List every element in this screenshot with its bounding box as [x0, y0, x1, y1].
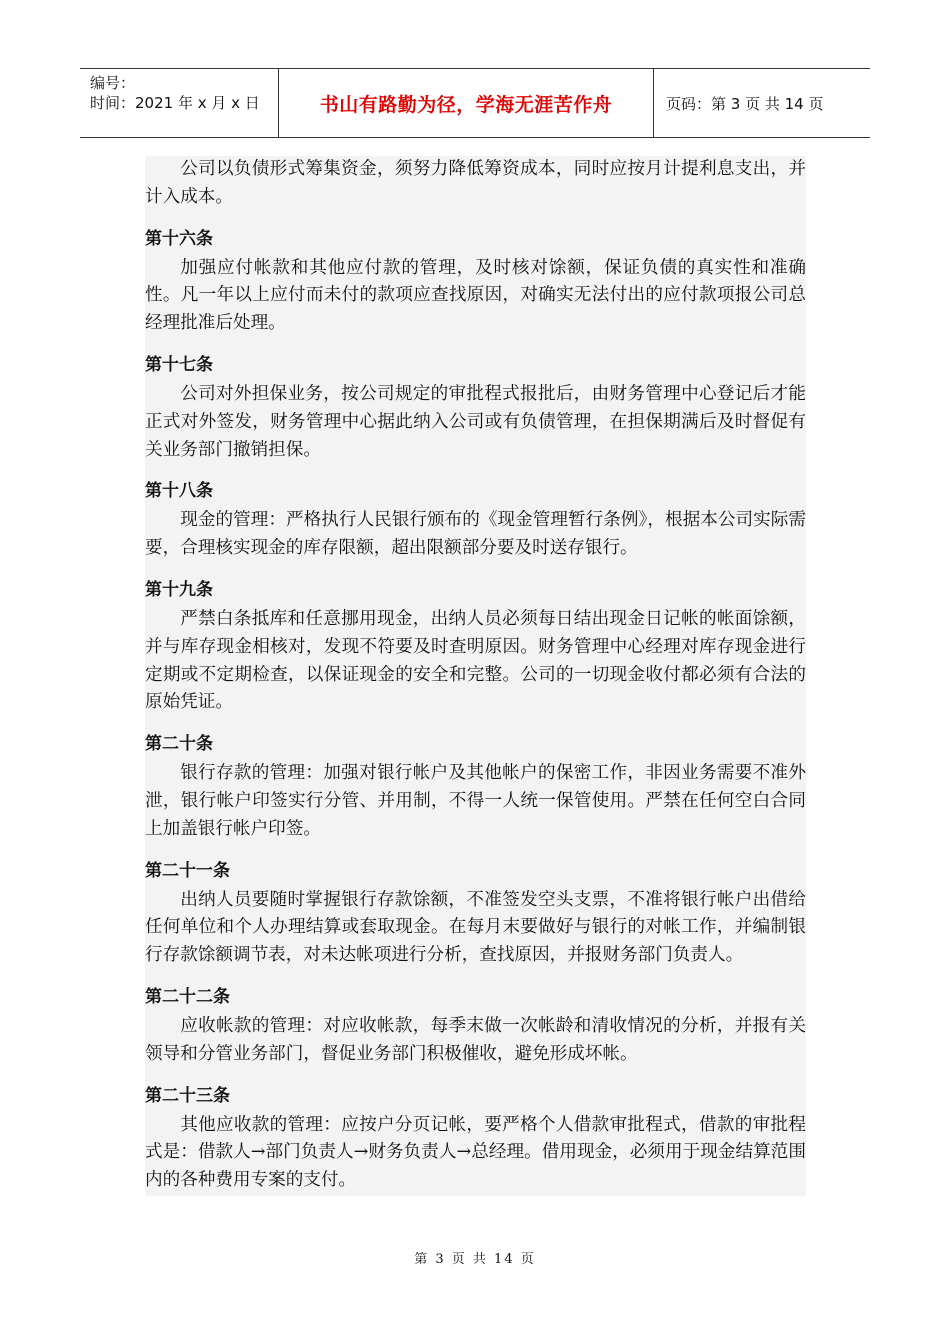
- article-text: 公司对外担保业务，按公司规定的审批程式报批后，由财务管理中心登记后才能正式对外签发，财务管理中心据此纳入公司或有负债管理，在担保期满后及时督促有关业务部门撤销担保。: [145, 383, 806, 460]
- document-date-label: 时间：2021 年 x 月 x 日: [90, 94, 260, 112]
- article-text: 出纳人员要随时掌握银行存款馀额，不准签发空头支票，不准将银行帐户出借给任何单位和个人办理结算或套取现金。在每月末要做好与银行的对帐工作，并编制银行存款馀额调节表，对未达帐项进行分析，查找原因，并报财务部门负责人。: [145, 889, 806, 966]
- document-body: [145, 156, 806, 1196]
- article-text: 其他应收款的管理：应按户分页记帐，要严格个人借款审批程式，借款的审批程式是：借款人→部门负责人→财务负责人→总经理。借用现金，必须用于现金结算范围内的各种费用专案的支付。: [145, 1114, 806, 1191]
- page-header: [80, 68, 870, 138]
- article-heading: 第二十一条: [145, 860, 230, 881]
- article-heading: 第十七条: [145, 354, 213, 375]
- article-text: 应收帐款的管理：对应收帐款，每季末做一次帐龄和清收情况的分析，并报有关领导和分管业务部门，督促业务部门积极催收，避免形成坏帐。: [145, 1015, 806, 1064]
- article-heading: 第二十三条: [145, 1085, 230, 1106]
- document-number-label: 编号：: [90, 74, 136, 92]
- header-motto-cell: [279, 69, 654, 137]
- header-page-cell: [654, 69, 870, 137]
- header-page-number: 页码：第 3 页 共 14 页: [666, 94, 824, 113]
- article-heading: 第十六条: [145, 228, 213, 249]
- article-text: 加强应付帐款和其他应付款的管理，及时核对馀额，保证负债的真实性和准确性。凡一年以上应付而未付的款项应查找原因，对确实无法付出的应付款项报公司总经理批准后处理。: [145, 257, 806, 334]
- article-text: 银行存款的管理：加强对银行帐户及其他帐户的保密工作，非因业务需要不准外泄，银行帐户印签实行分管、并用制，不得一人统一保管使用。严禁在任何空白合同上加盖银行帐户印签。: [145, 763, 806, 839]
- article-heading: 第二十二条: [145, 986, 230, 1007]
- intro-paragraph: 公司以负债形式筹集资金，须努力降低筹资成本，同时应按月计提利息支出，并计入成本。: [145, 159, 806, 207]
- article-text: 现金的管理：严格执行人民银行颁布的《现金管理暂行条例》，根据本公司实际需要，合理核实现金的库存限额，超出限额部分要及时送存银行。: [145, 510, 806, 559]
- article-text: 严禁白条抵库和任意挪用现金，出纳人员必须每日结出现金日记帐的帐面馀额，并与库存现金相核对，发现不符要及时查明原因。财务管理中心经理对库存现金进行定期或不定期检查，以保证现金的安全和完整。公司的一切现金收付都必须有合法的原始凭证。: [145, 608, 806, 713]
- header-motto: 书山有路勤为径，学海无涯苦作舟: [319, 93, 613, 116]
- article-heading: 第十九条: [145, 579, 213, 600]
- page-footer: 第 3 页 共 14 页: [414, 1252, 536, 1267]
- header-meta: [80, 69, 279, 137]
- article-heading: 第十八条: [145, 481, 213, 502]
- article-heading: 第二十条: [145, 734, 213, 755]
